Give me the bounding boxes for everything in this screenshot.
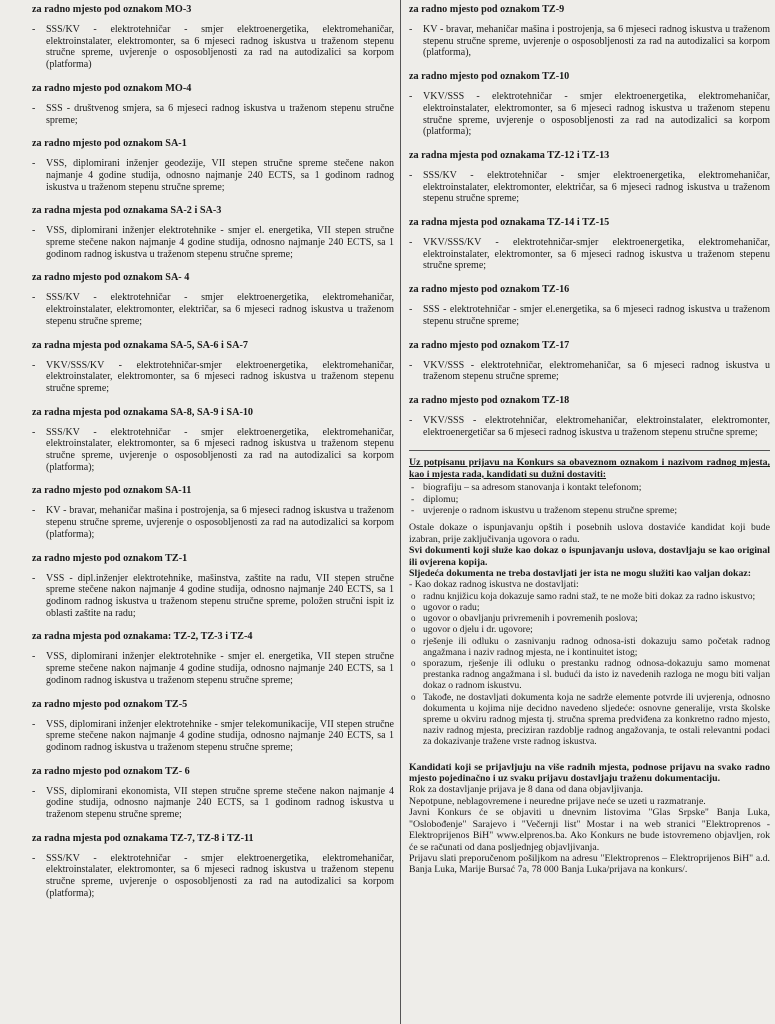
position-heading: za radno mjesto pod oznakom TZ-17 [409, 339, 570, 351]
position-requirement: - SSS - društvenog smjera, sa 6 mjeseci radnog iskustva u traženom stepenu stručne spreme; [32, 103, 394, 126]
required-documents [409, 482, 770, 516]
list-item: o Takođe, ne dostavljati dokumenta koja ne sadrže elemente potvrde ili uvjerenja, odnosno dokumenta u kojima nije decidno navedeno sljedeće: osnovne generalije, vrsta školske spreme u okviru radnog mjesta tj. stručna sprema predviđena za konkretno radno mjesto, naziv radnog mjesta, preciziran razdoblje radnog angažovanja, te ostali relevantni podaci za dokazivanje tražene vrste radnog iskustva. [409, 692, 770, 748]
position-requirement: - KV - bravar, mehaničar mašina i postrojenja, sa 6 mjeseci radnog iskustva u traženom stepenu stručne spreme, uvjerenje o osposobljenosti za rad na autodizalici sa korpom (platforma), [409, 24, 770, 59]
position-requirement: - VKV/SSS - elektrotehničar - smjer elektroenergetika, elektromehaničar, elektroinstalater, elektromonter, sa 6 mjeseci radnog iskustva u traženom stepenu stručne spreme, uvjerenje o osposobljenosti za rad na autodizalici sa korpom (platforma); [409, 91, 770, 138]
position-tz-7-8-11 [32, 833, 394, 900]
position-requirement: - VSS, diplomirani ekonomista, VII stepen stručne spreme stečene nakon najmanje 4 godine studija, odnosno najmanje 240 ECTS, sa 1 godinom radnog iskustva u traženom stepenu stručne spreme; [32, 786, 394, 821]
mailing-address: Prijavu slati preporučenom pošiljkom na adresu "Elektroprenos – Elektroprijenos BiH" a.d. Banja Luka, Marije Bursać 7a, 78 000 Banja Luka/prijava na konkurs/. [409, 852, 770, 876]
position-requirement: - SSS/KV - elektrotehničar - smjer elektroenergetika, elektromehaničar, elektroinstalater, elektromonter, električar, sa 6 mjeseci radnog iskustva u traženom stepenu stručne spreme; [32, 292, 394, 327]
position-requirement: - SSS/KV - elektrotehničar - smjer elektroenergetika, elektromehaničar, elektroinstalater, elektromonter, sa 6 mjeseci radnog iskustva u traženom stepenu stručne spreme, uvjerenje o osposobljenosti za rad na autodizalici sa korpom (platforma) [32, 24, 394, 71]
not-valid-heading: Sljedeća dokumenta ne treba dostavljati jer ista ne mogu služiti kao valjan dokaz: [409, 568, 751, 580]
position-requirement: - SSS/KV - elektrotehničar - smjer elektroenergetika, elektromehaničar, elektroinstalater, elektromonter, sa 6 mjeseci radnog iskustva u traženom stepenu stručne spreme, uvjerenje o osposobljenosti za rad na autodizalici sa korpom (platforma); [32, 427, 394, 474]
position-requirement: - VSS - dipl.inženjer elektrotehnike, mašinstva, zaštite na radu, VII stepen stručne spreme stečene nakon najmanje 4 godine studija, odnosno najmanje 240 ECTS, sa 1 godinom radnog iskustva u traženom stepenu stručne spreme, položen stručni ispit iz oblasti zaštite na radu; [32, 573, 394, 620]
position-sa-5-7 [32, 340, 394, 395]
position-heading: za radno mjesto pod oznakom TZ-5 [32, 698, 188, 710]
position-sa-2-3 [32, 205, 394, 260]
position-heading: za radna mjesta pod oznakama TZ-14 i TZ-15 [409, 217, 610, 229]
position-mo-3 [32, 4, 394, 71]
position-requirement: - VKV/SSS/KV - elektrotehničar-smjer elektroenergetika, elektromehaničar, elektroinstalater, elektromonter, sa 6 mjeseci radnog iskustva u traženom stepenu stručne spreme; [409, 237, 770, 272]
position-tz-5 [32, 699, 394, 754]
position-heading: za radno mjesto pod oznakom SA- 4 [32, 272, 190, 284]
other-evidence: Ostale dokaze o ispunjavanju opštih i posebnih uslova dostaviće kandidat koji bude izabran, prije zaključivanja ugovora o radu. [409, 522, 770, 545]
position-tz-18 [409, 395, 770, 438]
position-tz-10 [409, 71, 770, 138]
position-heading: za radno mjesto pod oznakom SA-11 [32, 485, 192, 497]
original-docs-note: Svi dokumenti koji služe kao dokaz o ispunjavanju uslova, dostavljaju se kao original ili ovjerena kopija. [409, 545, 770, 568]
list-item: o ugovor o radu; [409, 602, 770, 613]
position-heading: za radno mjesto pod oznakom TZ-9 [409, 4, 565, 15]
position-sa-1 [32, 138, 394, 193]
position-tz-16 [409, 284, 770, 327]
position-heading: za radna mjesta pod oznakama SA-8, SA-9 i SA-10 [32, 406, 254, 418]
position-heading: za radno mjesto pod oznakom TZ-18 [409, 394, 570, 406]
position-sa-8-10 [32, 407, 394, 474]
deadline-note: Rok za dostavljanje prijava je 8 dana od dana objavljivanja. [409, 784, 643, 796]
left-column [14, 0, 400, 1024]
position-heading: za radno mjesto pod oznakom SA-1 [32, 138, 187, 150]
position-heading: za radno mjesto pod oznakom TZ-10 [409, 71, 570, 83]
publication-note: Javni Konkurs će se objaviti u dnevnim listovima "Glas Srpske" Banja Luka, "Oslobođenje" Sarajevo i "Večernji list" Mostar i na web stranici "Elektroprenos - Elektroprijenos BiH" www.elprenos.ba. Ako Konkurs ne bude istovremeno objavljen, rok će se računati od dana posljednjeg objavljivanja. [409, 807, 770, 853]
position-tz-9 [409, 4, 770, 59]
notice-intro: Uz potpisanu prijavu na Konkurs sa obaveznom oznakom i nazivom radnog mjesta, kao i mjesta rada, kandidati su dužni dostaviti: [409, 457, 770, 480]
position-requirement: - SSS - elektrotehničar - smjer el.energetika, sa 6 mjeseci radnog iskustva u traženom stepenu stručne spreme; [409, 304, 770, 327]
application-notice [409, 457, 770, 875]
list-item: o sporazum, rješenje ili odluku o prestanku radnog odnosa-dokazuju samo momenat prestanka radnog angažmana i sl. budući da isto iz navedenih razloga ne mogu biti valjan dokaz o radnom iskustvu. [409, 658, 770, 692]
position-tz-12-13 [409, 150, 770, 205]
position-heading: za radno mjesto pod oznakom TZ-1 [32, 552, 188, 564]
list-item: o rješenje ili odluku o zasnivanju radnog odnosa-isti dokazuju samo početak radnog angažmana i naziv radnog mjesta, ne i kontinuitet istog; [409, 636, 770, 658]
divider [409, 450, 770, 451]
position-heading: za radna mjesta pod oznakama: TZ-2, TZ-3 i TZ-4 [32, 631, 253, 643]
multiple-positions-note: Kandidati koji se prijavljuju na više radnih mjesta, podnose prijavu na svako radno mjesto pojedinačno i uz svaku prijavu dostavljaju traženu dokumentaciju. [409, 761, 770, 785]
position-heading: za radna mjesta pod oznakama SA-2 i SA-3 [32, 205, 222, 217]
position-requirement: - VKV/SSS/KV - elektrotehničar-smjer elektroenergetika, elektromehaničar, elektroinstalater, elektromonter, sa 6 mjeseci radnog iskustva u traženom stepenu stručne spreme; [32, 360, 394, 395]
position-tz-1 [32, 553, 394, 620]
list-item: o ugovor o djelu i dr. ugovore; [409, 624, 770, 635]
incomplete-note: Nepotpune, neblagovremene i neuredne prijave neće se uzeti u razmatranje. [409, 795, 706, 807]
position-heading: za radno mjesto pod oznakom MO-4 [32, 82, 192, 94]
right-column [400, 0, 772, 1024]
position-heading: za radna mjesta pod oznakama TZ-12 i TZ-13 [409, 149, 610, 161]
list-item: o ugovor o obavljanju privremenih i povremenih poslova; [409, 613, 770, 624]
position-mo-4 [32, 83, 394, 126]
position-requirement: - SSS/KV - elektrotehničar - smjer elektroenergetika, elektromehaničar, elektroinstalater, elektromonter, električar, sa 6 mjeseci radnog iskustva u traženom stepenu stručne spreme; [409, 170, 770, 205]
position-requirement: - VKV/SSS - elektrotehničar, elektromehaničar, elektroinstalater, elektromonter, elektroenergetičar sa 6 mjeseci radnog iskustva u traženom stepenu stručne spreme; [409, 415, 770, 438]
position-sa-11 [32, 485, 394, 540]
list-item: - diplomu; [409, 494, 770, 505]
position-requirement: - SSS/KV - elektrotehničar - smjer elektroenergetika, elektromehaničar, elektroinstalater, elektromonter, sa 6 mjeseci radnog iskustva u traženom stepenu stručne spreme, uvjerenje o osposobljenosti za rad na autodizalici sa korpom (platforma); [32, 853, 394, 900]
position-heading: za radno mjesto pod oznakom TZ-16 [409, 284, 570, 296]
list-item: o radnu knjižicu koja dokazuje samo radni staž, te ne može biti dokaz za radno iskustvo; [409, 591, 770, 602]
position-requirement: - VSS, diplomirani inženjer elektrotehnike - smjer el. energetika, VII stepen stručne spreme stečene nakon najmanje 4 godine studija, odnosno najmanje 240 ECTS, sa 1 godinom radnog iskustva u traženom stepenu stručne spreme; [32, 651, 394, 686]
invalid-documents [409, 591, 770, 748]
experience-label: - Kao dokaz radnog iskustva ne dostavljati: [409, 579, 579, 591]
position-tz-6 [32, 766, 394, 821]
position-tz-17 [409, 340, 770, 383]
position-heading: za radna mjesta pod oznakama SA-5, SA-6 i SA-7 [32, 339, 248, 351]
position-requirement: - VSS, diplomirani inženjer elektrotehnike - smjer telekomunikacije, VII stepen stručne spreme stečene nakon najmanje 4 godine studija, odnosno najmanje 240 ECTS, sa 1 godinom radnog iskustva u traženom stepenu stručne spreme; [32, 719, 394, 754]
position-tz-2-4 [32, 631, 394, 686]
position-sa-4 [32, 272, 394, 327]
position-tz-14-15 [409, 217, 770, 272]
list-item: - biografiju – sa adresom stanovanja i kontakt telefonom; [409, 482, 770, 493]
position-requirement: - VSS, diplomirani inženjer geodezije, VII stepen stručne spreme stečene nakon najmanje 4 godine studija, odnosno najmanje 240 ECTS, sa 1 godinom radnog iskustva u traženom stepenu stručne spreme; [32, 158, 394, 193]
position-requirement: - KV - bravar, mehaničar mašina i postrojenja, sa 6 mjeseci radnog iskustva u traženom stepenu stručne spreme, uvjerenje o osposobljenosti za rad na autodizalici sa korpom (platforma); [32, 505, 394, 540]
position-requirement: - VKV/SSS - elektrotehničar, elektromehaničar, sa 6 mjeseci radnog iskustva u traženom stepenu stručne spreme; [409, 360, 770, 383]
position-heading: za radna mjesta pod oznakama TZ-7, TZ-8 i TZ-11 [32, 832, 254, 844]
position-requirement: - VSS, diplomirani inženjer elektrotehnike - smjer el. energetika, VII stepen stručne spreme stečene nakon najmanje 4 godine studija, odnosno najmanje 240 ECTS, sa 1 godinom radnog iskustva u traženom stepenu stručne spreme; [32, 225, 394, 260]
list-item: - uvjerenje o radnom iskustvu u traženom stepenu stručne spreme; [409, 505, 770, 516]
position-heading: za radno mjesto pod oznakom MO-3 [32, 4, 192, 15]
position-heading: za radno mjesto pod oznakom TZ- 6 [32, 765, 190, 777]
